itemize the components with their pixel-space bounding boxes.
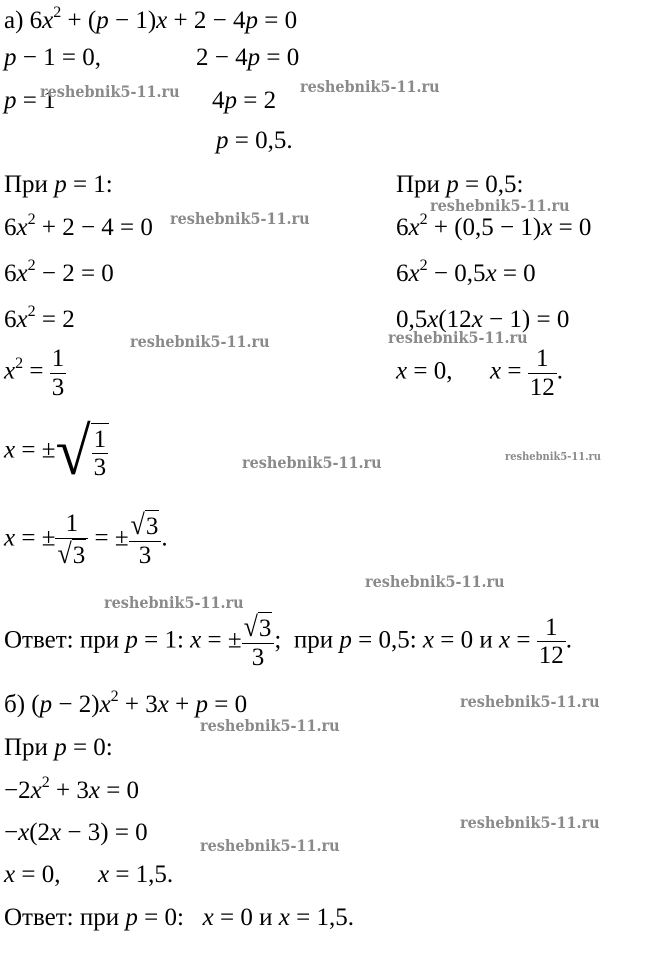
watermark: reshebnik5-11.ru (430, 196, 570, 215)
watermark: reshebnik5-11.ru (460, 692, 600, 711)
watermark: reshebnik5-11.ru (170, 209, 310, 228)
case-p05-heading: При p = 0,5: (396, 171, 524, 198)
part-b-step-1: $-2x^2 + 3x = 0$ (4, 774, 140, 804)
watermark: reshebnik5-11.ru (200, 716, 340, 735)
answer-fraction-sqrt3-over-3: $\frac{√3}{3}$ (242, 612, 275, 671)
part-b-equation: б) $(p - 2)x^2 + 3x + p = 0$ (4, 688, 248, 718)
left-step-4: $x^2$ = $\frac{1}{3}$ (4, 345, 65, 401)
fraction-one-over-sqrt3: $\frac{1}{√3}$ (55, 510, 88, 569)
watermark: reshebnik5-11.ru (130, 332, 270, 351)
watermark: reshebnik5-11.ru (300, 77, 440, 96)
watermark: reshebnik5-11.ru (365, 572, 505, 591)
condition-2: 2 − 4p = 0 (196, 44, 300, 71)
result-p05: p = 0,5. (216, 127, 293, 154)
left-step-3: $6x^2 = 2$ (4, 303, 75, 333)
right-step-1: $6x^2 + (0,5 - 1)x = 0$ (396, 211, 592, 241)
case-p1-heading: При p = 1: (4, 171, 113, 198)
part-a-label: а) (4, 7, 24, 34)
watermark: reshebnik5-11.ru (505, 450, 601, 463)
watermark: reshebnik5-11.ru (40, 82, 180, 101)
part-b-step-2: −x(2x − 3) = 0 (4, 819, 148, 846)
part-b-answer: Ответ: при p = 0: x = 0 и x = 1,5. (4, 904, 354, 931)
right-step-3: 0,5x(12x − 1) = 0 (396, 306, 570, 333)
watermark: reshebnik5-11.ru (242, 453, 382, 472)
condition-1: p − 1 = 0, (4, 44, 101, 71)
result-p1: p = 1 (4, 87, 56, 114)
right-step-2: $6x^2 - 0,5x = 0$ (396, 257, 536, 287)
fraction-sqrt3-over-3: $\frac{√3}{3}$ (129, 510, 162, 569)
case-p0-heading: При p = 0: (4, 734, 113, 761)
sqrt-one-third: √ $\frac{1}{3}$ (55, 420, 109, 484)
watermark: reshebnik5-11.ru (200, 836, 340, 855)
part-b-label: б) (4, 691, 26, 718)
result-4p: 4p = 2 (212, 87, 277, 114)
part-a-answer: Ответ: при p = 1: x = ± $\frac{√3}{3}$ ; при p = 0,5: x = 0 и x = $\frac{1}{12}$ . (4, 610, 572, 671)
answer-fraction-one-twelfth: $\frac{1}{12}$ (538, 613, 564, 670)
right-step-4: x = 0, x = $\frac{1}{12}$ . (396, 345, 563, 401)
left-step-2: $6x^2 - 2 = 0$ (4, 257, 114, 287)
part-b-step-3: x = 0, x = 1,5. (4, 861, 174, 888)
fraction-one-twelfth: $\frac{1}{12}$ (529, 345, 555, 401)
left-step-5: x = ±√ $\frac{1}{3}$ (4, 420, 109, 484)
part-a-equation: а) $6x^2 + (p - 1)x + 2 - 4p = 0$ (4, 4, 298, 34)
watermark: reshebnik5-11.ru (104, 593, 244, 612)
left-step-6: x = ± $\frac{1}{√3}$ = ± $\frac{√3}{3}$ . (4, 508, 168, 570)
fraction-one-third: $\frac{1}{3}$ (51, 345, 65, 401)
watermark: reshebnik5-11.ru (460, 813, 600, 832)
watermark: reshebnik5-11.ru (388, 328, 528, 347)
left-step-1: $6x^2 + 2 - 4 = 0$ (4, 211, 153, 241)
